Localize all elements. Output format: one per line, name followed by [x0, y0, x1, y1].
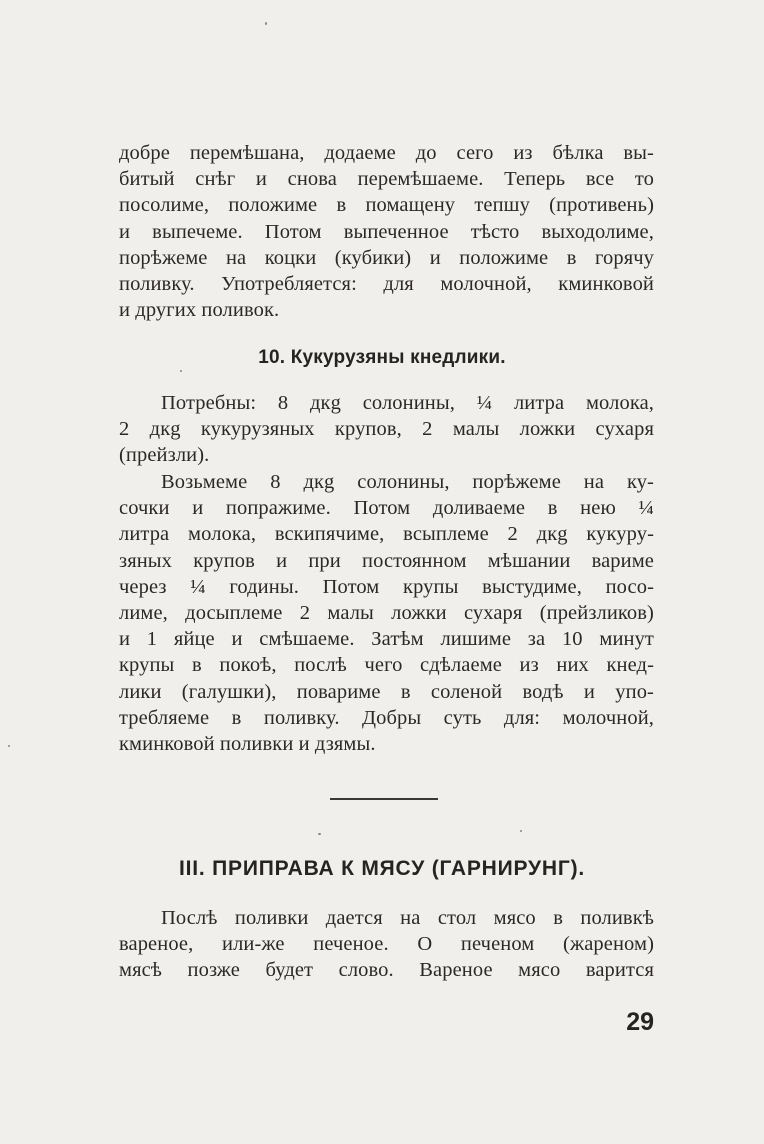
text-line: литра молока, вскипячиме, всыплеме 2 дкg кукуру-	[119, 523, 654, 546]
text-line: битый снѣг и снова перемѣшаеме. Теперь все то	[119, 168, 654, 191]
text-line: лиме, досыплеме 2 малы ложки сухаря (прейзликов)	[119, 601, 654, 624]
section-divider	[330, 798, 438, 800]
text-line: кминковой поливки и дзямы.	[119, 732, 376, 755]
intro-paragraph	[119, 140, 654, 323]
text-line: добре перемѣшана, додаеме до сего из бѣлка вы-	[119, 142, 654, 164]
text-line: мясѣ позже будет слово. Вареное мясо варится	[119, 959, 654, 982]
text-line: вареное, или-же печеное. О печеном (жареном)	[119, 933, 654, 956]
text-line: Возьмеме 8 дкg солонины, порѣжеме на ку-	[161, 471, 654, 493]
text-line: порѣжеме на коцки (кубики) и положиме в горячу	[119, 246, 654, 269]
text-line: зяных крупов и при постоянном мѣшании вариме	[119, 549, 654, 572]
scan-speck	[8, 745, 10, 747]
scan-speck	[520, 830, 522, 832]
section-paragraph	[119, 905, 654, 984]
text-line: посолиме, положиме в помащену тепшу (противень)	[119, 194, 654, 217]
text-line: и других поливок.	[119, 299, 280, 322]
scan-speck	[180, 370, 182, 372]
recipe-ingredients	[119, 390, 654, 469]
section-heading: III. ПРИПРАВА К МЯСУ (ГАРНИРУНГ).	[178, 857, 586, 880]
scan-speck	[265, 22, 267, 25]
text-line: крупы в покоѣ, послѣ чего сдѣлаеме из них кнед-	[119, 654, 654, 677]
text-line: через ¼ годины. Потом крупы выстудиме, посо-	[119, 575, 654, 598]
text-line: Потребны: 8 дкg солонины, ¼ литра молока,	[161, 392, 654, 414]
recipe-heading: 10. Кукурузяны кнедлики.	[258, 347, 506, 368]
recipe-method	[119, 469, 654, 757]
scan-speck	[318, 833, 321, 835]
text-line: поливку. Употребляется: для молочной, кминковой	[119, 272, 654, 295]
page-number: 29	[626, 1008, 654, 1036]
text-line: сочки и попражиме. Потом доливаеме в нею ¼	[119, 497, 654, 520]
text-line: требляеме в поливку. Добры суть для: молочной,	[119, 706, 654, 729]
text-line: Послѣ поливки дается на стол мясо в поливкѣ	[161, 907, 654, 929]
text-line: (прейзли).	[119, 444, 210, 467]
text-line: 2 дкg кукурузяных крупов, 2 малы ложки сухаря	[119, 418, 654, 441]
text-line: лики (галушки), повариме в соленой водѣ и упо-	[119, 680, 654, 703]
text-line: и выпечеме. Потом выпеченное тѣсто выходолиме,	[119, 220, 654, 243]
text-line: и 1 яйце и смѣшаеме. Затѣм лишиме за 10 минут	[119, 628, 654, 651]
